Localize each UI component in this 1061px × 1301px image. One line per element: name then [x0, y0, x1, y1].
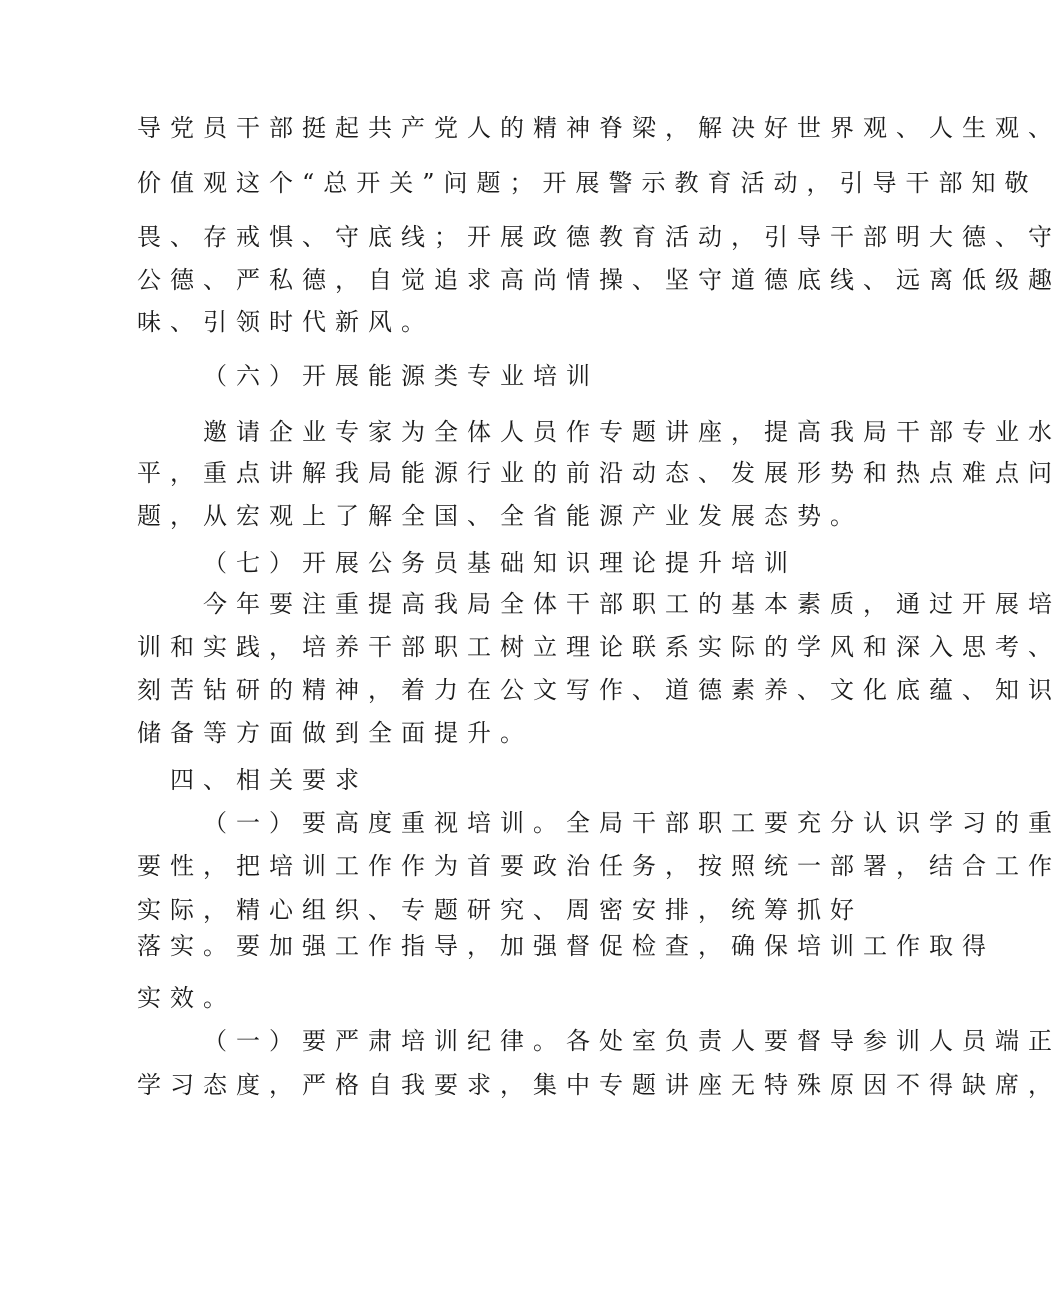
paragraph-line: 落实。要加强工作指导，加强督促检查，确保培训工作取得 [137, 932, 995, 960]
paragraph-line: 训和实践，培养干部职工树立理论联系实际的学风和深入思考、 [137, 633, 1061, 661]
paragraph-line: 学习态度，严格自我要求，集中专题讲座无特殊原因不得缺席， [137, 1071, 1061, 1099]
paragraph-line: 题，从宏观上了解全国、全省能源产业发展态势。 [137, 502, 863, 530]
paragraph-line: 平，重点讲解我局能源行业的前沿动态、发展形势和热点难点问 [137, 459, 1061, 487]
paragraph-line: 实际，精心组织、专题研究、周密安排，统筹抓好 [137, 896, 863, 924]
paragraph-line: （一）要严肃培训纪律。各处室负责人要督导参训人员端正 [203, 1027, 1061, 1055]
paragraph-line: 储备等方面做到全面提升。 [137, 719, 533, 747]
paragraph-line: 味、引领时代新风。 [137, 308, 434, 336]
paragraph-line: 价值观这个“总开关”问题；开展警示教育活动，引导干部知敬 [137, 169, 1038, 197]
section-heading: 四、相关要求 [170, 766, 368, 794]
paragraph-line: 公德、严私德，自觉追求高尚情操、坚守道德底线、远离低级趣 [137, 266, 1061, 294]
paragraph-line: 实效。 [137, 984, 236, 1012]
section-heading: （七）开展公务员基础知识理论提升培训 [203, 549, 797, 577]
paragraph-line: 畏、存戒惧、守底线；开展政德教育活动，引导干部明大德、守 [137, 223, 1061, 251]
paragraph-line: 导党员干部挺起共产党人的精神脊梁，解决好世界观、人生观、 [137, 114, 1061, 142]
section-heading: （六）开展能源类专业培训 [203, 362, 599, 390]
paragraph-line: 刻苦钻研的精神，着力在公文写作、道德素养、文化底蕴、知识 [137, 676, 1061, 704]
paragraph-line: 邀请企业专家为全体人员作专题讲座，提高我局干部专业水 [203, 418, 1061, 446]
paragraph-line: 要性，把培训工作作为首要政治任务，按照统一部署，结合工作 [137, 852, 1061, 880]
paragraph-line: 今年要注重提高我局全体干部职工的基本素质，通过开展培 [203, 590, 1061, 618]
paragraph-line: （一）要高度重视培训。全局干部职工要充分认识学习的重 [203, 809, 1061, 837]
